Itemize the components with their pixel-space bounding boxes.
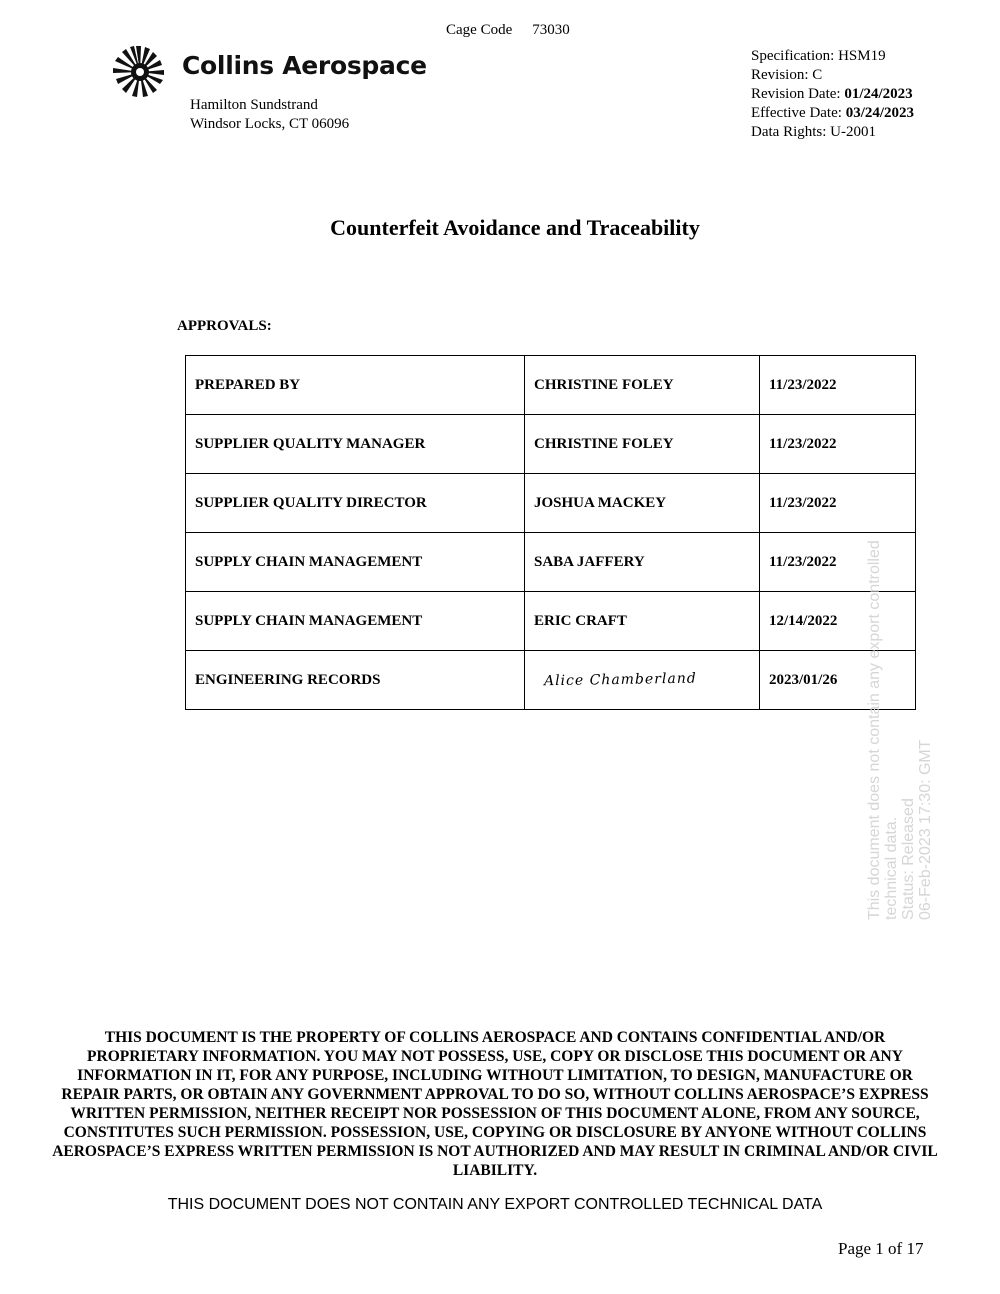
approval-date: 12/14/2022 (760, 592, 916, 651)
approval-name: CHRISTINE FOLEY (525, 415, 760, 474)
spec-specification-value: HSM19 (838, 48, 886, 64)
watermark-line-2: technical data. (883, 816, 900, 920)
spec-revision (751, 66, 914, 85)
approval-role: ENGINEERING RECORDS (186, 651, 525, 710)
approval-role: SUPPLIER QUALITY DIRECTOR (186, 474, 525, 533)
approval-signature-cell (525, 651, 760, 710)
cage-code-label: Cage Code (446, 22, 513, 38)
address-line-1: Hamilton Sundstrand (190, 97, 318, 113)
document-title: Counterfeit Avoidance and Traceability (330, 215, 700, 240)
cage-code (446, 22, 570, 39)
spec-specification-label: Specification: (751, 48, 835, 64)
approval-date: 11/23/2022 (760, 474, 916, 533)
table-row (186, 592, 916, 651)
cage-code-value: 73030 (532, 22, 570, 38)
address-line-2: Windsor Locks, CT 06096 (190, 116, 350, 132)
approval-name: CHRISTINE FOLEY (525, 356, 760, 415)
spec-effective-date (751, 104, 914, 123)
approval-role: SUPPLY CHAIN MANAGEMENT (186, 533, 525, 592)
spec-block (751, 47, 914, 142)
spec-effective-date-value: 03/24/2023 (845, 105, 915, 121)
approval-date: 2023/01/26 (760, 651, 916, 710)
approval-date: 11/23/2022 (760, 533, 916, 592)
spec-revision-date (751, 85, 914, 104)
proprietary-notice: THIS DOCUMENT IS THE PROPERTY OF COLLINS AEROSPACE AND CONTAINS CONFIDENTIAL AND/OR PROPRIETARY INFORMATION. YOU MAY NOT POSSESS, USE, COPY OR DISCLOSE THIS DOCUMENT OR ANY INFORMATION IN IT, FOR ANY PURPOSE, INCLUDING WITHOUT LIMITATION, TO DESIGN, MANUFACTURE OR REPAIR PARTS, OR OBTAIN ANY GOVERNMENT APPROVAL TO DO SO, WITHOUT COLLINS AEROSPACE’S EXPRESS WRITTEN PERMISSION, NEITHER RECEIPT NOR POSSESSION OF THIS DOCUMENT ALONE, FROM ANY SOURCE, CONSTITUTES SUCH PERMISSION. POSSESSION, USE, COPYING OR DISCLOSURE BY ANYONE WITHOUT COLLINS AEROSPACE’S EXPRESS WRITTEN PERMISSION IS NOT AUTHORIZED AND MAY RESULT IN CRIMINAL AND/OR CIVIL LIABILITY. (52, 1029, 938, 1179)
approvals-table (185, 355, 916, 710)
spec-revision-date-label: Revision Date: (751, 86, 841, 102)
watermark-line-3: Status: Released (900, 798, 917, 920)
approval-role: SUPPLY CHAIN MANAGEMENT (186, 592, 525, 651)
table-row (186, 651, 916, 710)
brand-name: Collins Aerospace (182, 51, 427, 80)
table-row (186, 356, 916, 415)
approvals-heading: APPROVALS: (177, 318, 272, 334)
approval-name: ERIC CRAFT (525, 592, 760, 651)
release-watermark (866, 520, 946, 920)
page-number: Page 1 of 17 (838, 1239, 924, 1258)
company-address (190, 96, 349, 134)
spec-revision-label: Revision: (751, 67, 809, 83)
table-row (186, 533, 916, 592)
spec-data-rights (751, 123, 914, 142)
table-row (186, 474, 916, 533)
spec-effective-date-label: Effective Date: (751, 105, 842, 121)
collins-sunburst-logo-icon (110, 44, 174, 98)
spec-data-rights-label: Data Rights: (751, 124, 827, 140)
company-logo (110, 44, 470, 98)
table-row (186, 415, 916, 474)
watermark-line-1: This document does not contain any export controlled (866, 540, 883, 920)
spec-data-rights-value: U-2001 (830, 124, 876, 140)
spec-revision-value: C (812, 67, 823, 83)
approval-date: 11/23/2022 (760, 415, 916, 474)
watermark-line-4: 06-Feb-2023 17:30: GMT (917, 739, 934, 920)
export-notice: THIS DOCUMENT DOES NOT CONTAIN ANY EXPORT CONTROLLED TECHNICAL DATA (167, 1196, 823, 1213)
handwritten-signature: Alice Chamberland (543, 670, 697, 689)
spec-revision-date-value: 01/24/2023 (844, 86, 913, 102)
spec-specification (751, 47, 914, 66)
approval-name: SABA JAFFERY (525, 533, 760, 592)
approval-role: PREPARED BY (186, 356, 525, 415)
approval-name: JOSHUA MACKEY (525, 474, 760, 533)
approval-date: 11/23/2022 (760, 356, 916, 415)
approval-role: SUPPLIER QUALITY MANAGER (186, 415, 525, 474)
